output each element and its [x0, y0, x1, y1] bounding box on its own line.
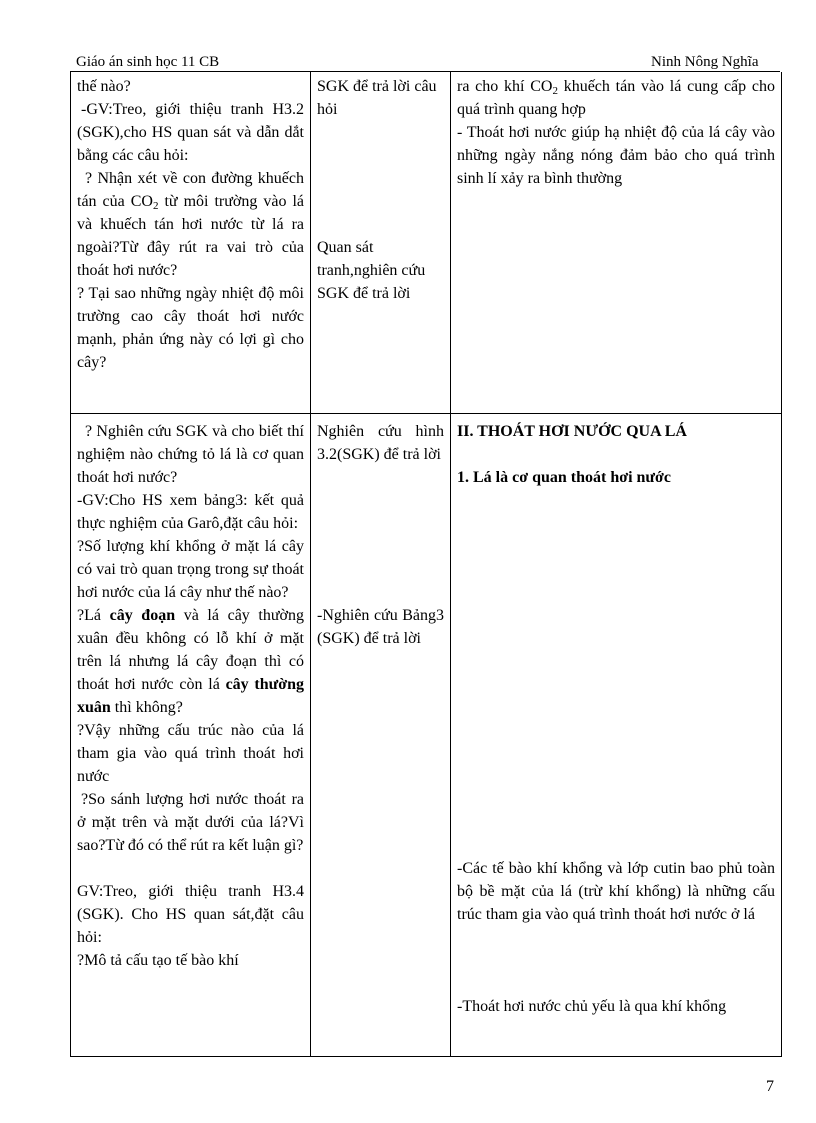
teacher-activity-cell — [71, 414, 311, 1057]
content-cell — [451, 72, 782, 414]
subscript: 2 — [552, 85, 558, 97]
lesson-plan-table — [70, 72, 782, 1057]
text-paragraph: ? Tại sao những ngày nhiệt độ môi trường cao cây thoát hơi nước mạnh, phản ứng này có lợi gì cho cây? — [77, 285, 304, 371]
table-row — [71, 414, 782, 1057]
text-run: ? Nhận xét về con đường khuếch tán của CO — [77, 170, 304, 210]
text-run: và lá cây thường xuân đều không có lỗ khí ở mặt trên lá nhưng lá cây đoạn thì có thoát hơi nước còn lá — [77, 607, 304, 693]
text-paragraph: -Thoát hơi nước chủ yếu là qua khí khổng — [457, 998, 727, 1015]
text-paragraph — [77, 167, 304, 282]
section-subheading: 1. Lá là cơ quan thoát hơi nước — [457, 469, 671, 486]
text-paragraph: ?Mô tả cấu tạo tế bào khí — [77, 952, 239, 969]
student-activity-cell — [311, 72, 451, 414]
student-activity-cell — [311, 414, 451, 1057]
subscript: 2 — [152, 200, 159, 212]
text-paragraph: -Các tế bào khí khổng và lớp cutin bao phủ toàn bộ bề mặt của lá (trừ khí khổng) là những cấu trúc tham gia vào quá trình thoát hơi nước ở lá — [457, 860, 775, 923]
text-paragraph: ?Vậy những cấu trúc nào của lá tham gia vào quá trình thoát hơi nước — [77, 722, 304, 785]
teacher-activity-cell — [71, 72, 311, 414]
text-run-bold: cây thường xuân — [77, 676, 305, 716]
text-run: thì không? — [110, 699, 183, 716]
text-line: thế nào? — [77, 78, 131, 95]
spacer — [77, 857, 304, 880]
text-paragraph: ?Số lượng khí khổng ở mặt lá cây có vai trò quan trọng trong sự thoát hơi nước của lá cây như thế nào? — [77, 538, 304, 601]
section-heading: II. THOÁT HƠI NƯỚC QUA LÁ — [457, 423, 687, 440]
text-paragraph: SGK để trả lời câu hỏi — [317, 78, 437, 118]
text-run: khuếch tán vào lá cung cấp cho quá trình quang hợp — [457, 78, 775, 118]
text-paragraph — [457, 75, 775, 121]
text-run: ?Lá — [77, 607, 110, 624]
text-paragraph: -GV:Treo, giới thiệu tranh H3.2 (SGK),cho HS quan sát và dẫn dắt bằng các câu hỏi: — [77, 101, 304, 164]
header-author: Ninh Nông Nghĩa — [651, 54, 759, 70]
text-paragraph: GV:Treo, giới thiệu tranh H3.4 (SGK). Cho HS quan sát,đặt câu hỏi: — [77, 883, 304, 946]
text-paragraph: ? Nghiên cứu SGK và cho biết thí nghiệm nào chứng tỏ lá là cơ quan thoát hơi nước? — [77, 423, 304, 486]
text-paragraph: Nghiên cứu hình 3.2(SGK) để trả lời — [317, 423, 444, 463]
text-paragraph: - Thoát hơi nước giúp hạ nhiệt độ của lá cây vào những ngày nắng nóng đảm bảo cho quá trình sinh lí xảy ra bình thường — [457, 124, 775, 187]
page-number: 7 — [766, 1078, 774, 1095]
text-run-bold: cây đoạn — [109, 607, 176, 624]
text-paragraph: -GV:Cho HS xem bảng3: kết quả thực nghiệm của Garô,đặt câu hỏi: — [77, 492, 304, 532]
header-left-title: Giáo án sinh học 11 CB — [76, 54, 220, 70]
text-paragraph: Quan sát tranh,nghiên cứu SGK để trả lời — [317, 239, 426, 302]
text-paragraph: -Nghiên cứu Bảng3 (SGK) để trả lời — [317, 607, 444, 647]
text-run: từ môi trường vào lá và khuếch tán hơi nước từ lá ra ngoài?Từ đây rút ra vai trò của thoát hơi nước? — [77, 193, 304, 279]
table-row — [71, 72, 782, 414]
content-cell — [451, 414, 782, 1057]
text-paragraph: ?So sánh lượng hơi nước thoát ra ở mặt trên và mặt dưới của lá?Vì sao?Từ đó có thể rút ra kết luận gì? — [77, 791, 304, 854]
text-run: ra cho khí CO — [457, 78, 553, 95]
text-paragraph — [77, 604, 304, 719]
